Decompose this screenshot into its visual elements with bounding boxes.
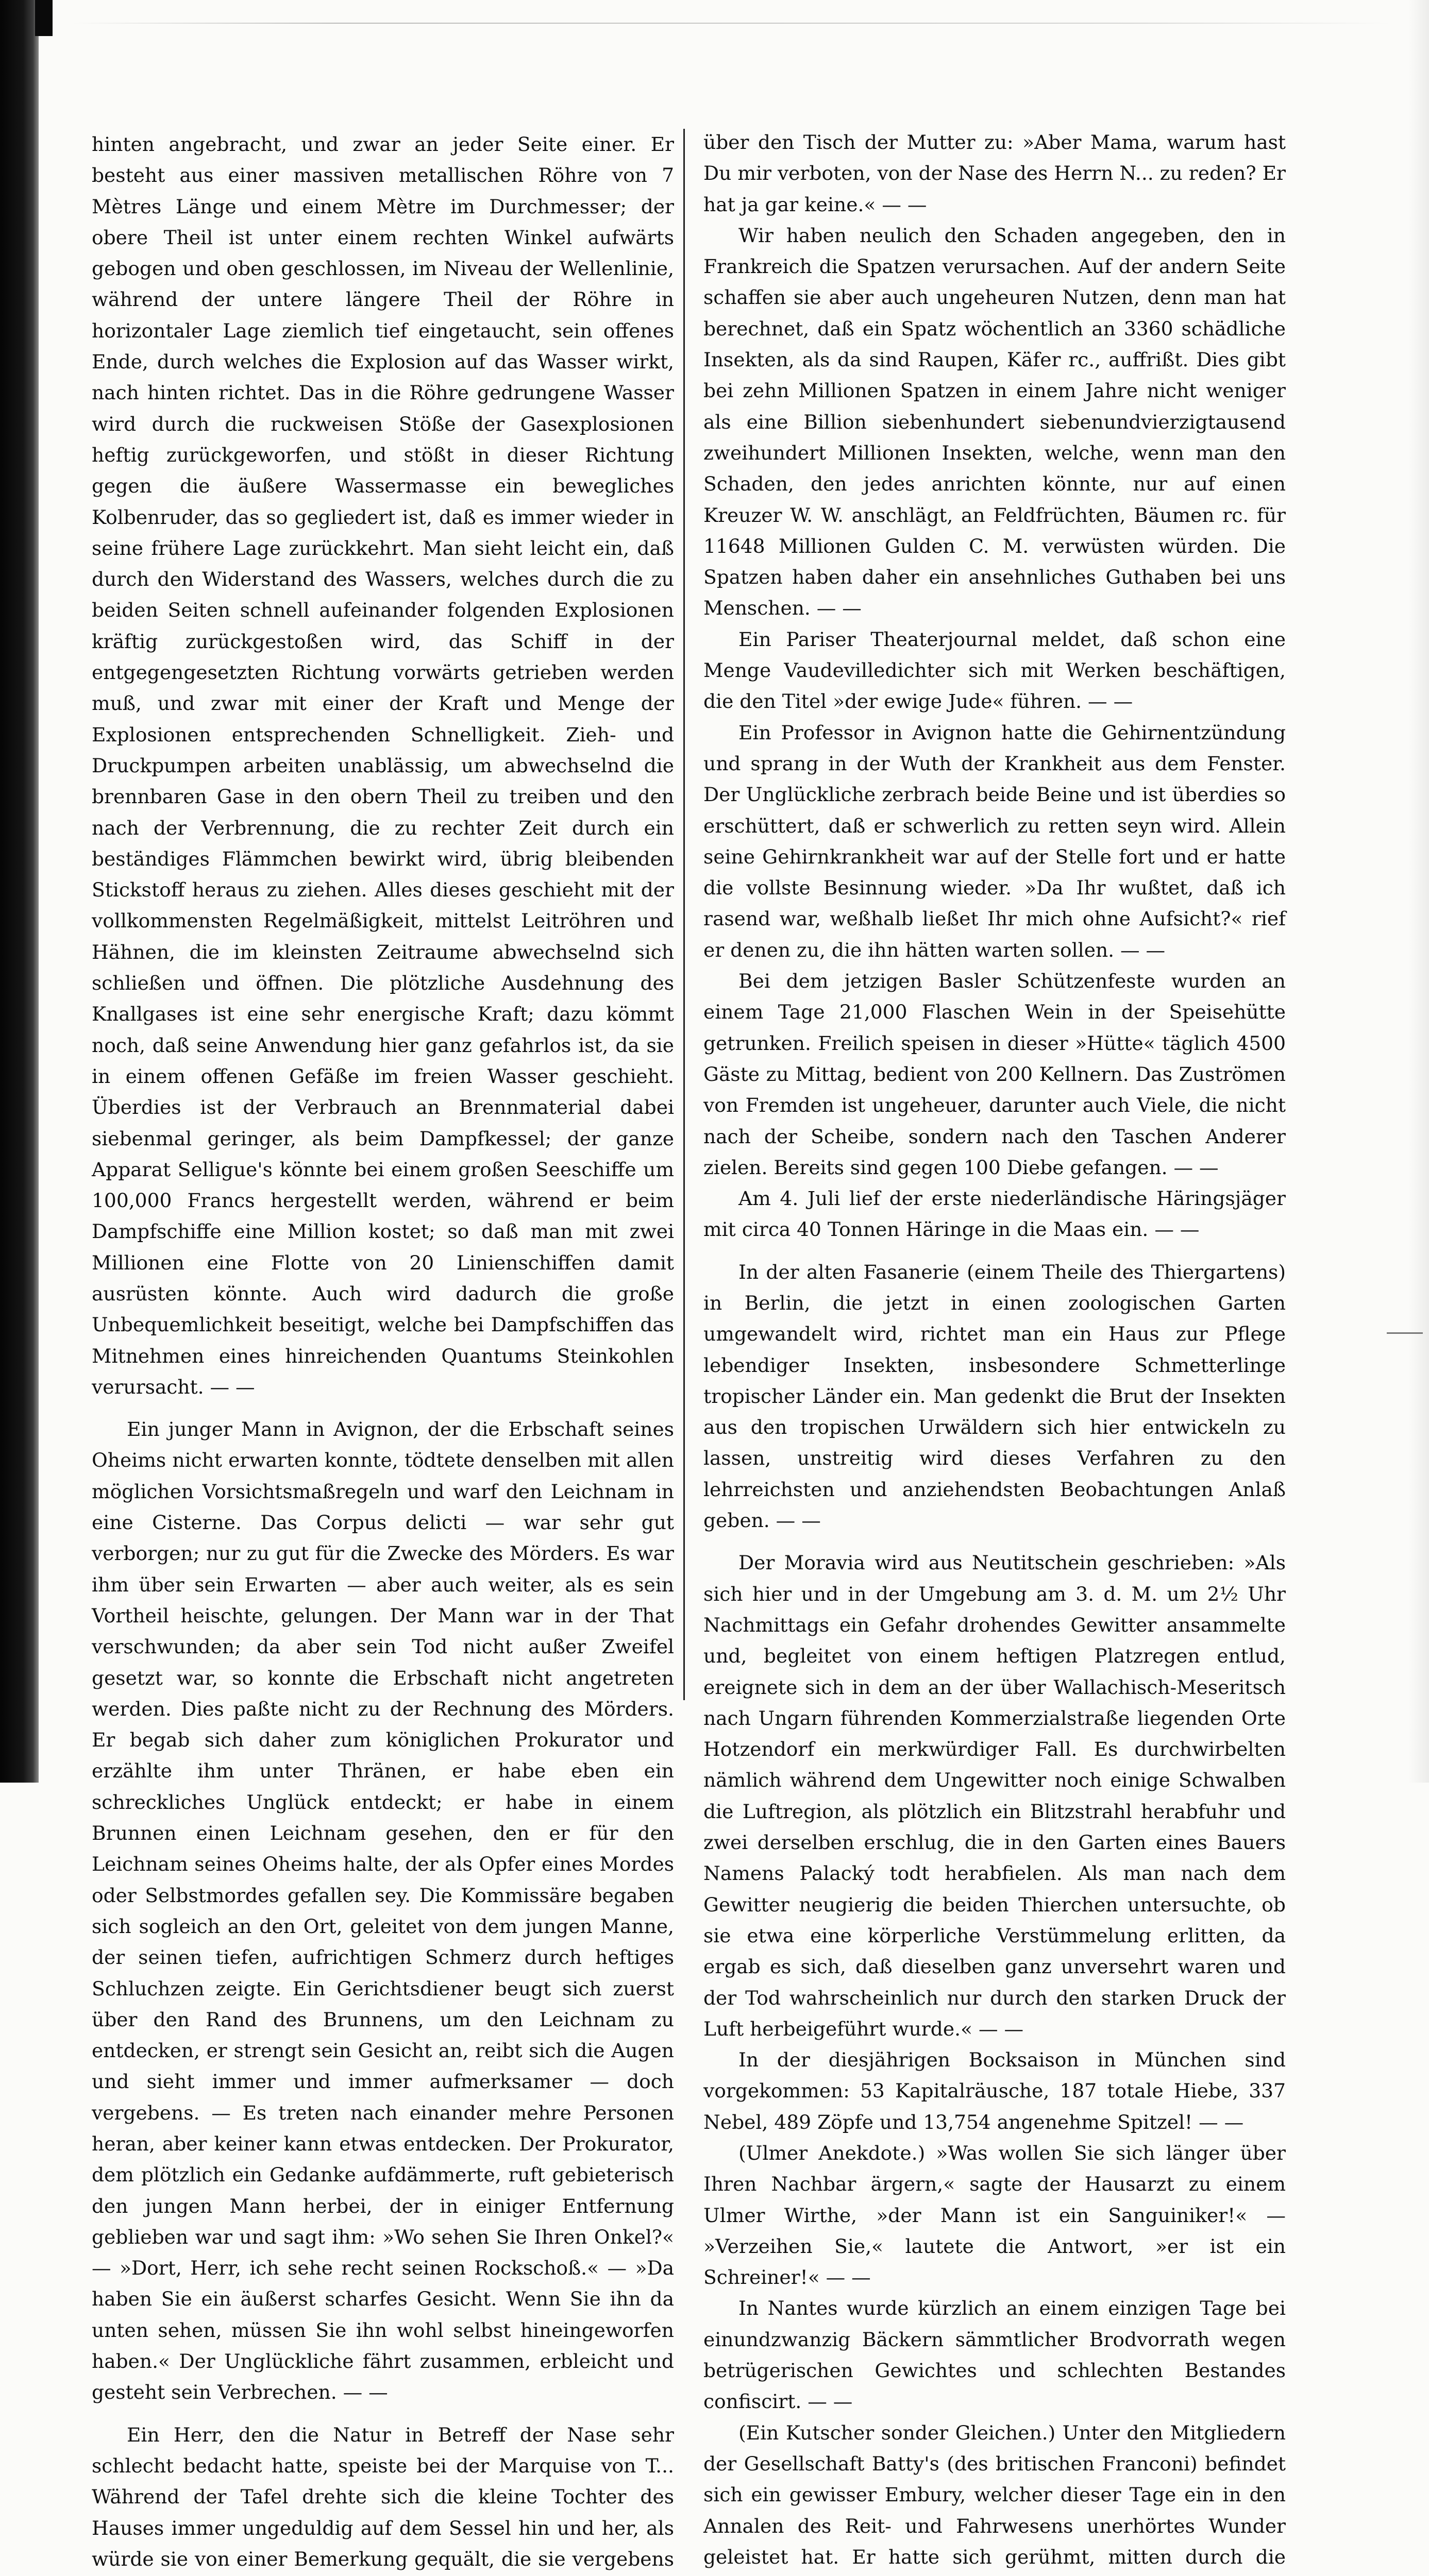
paragraph-sparrows: Wir haben neulich den Schaden angegeben, den in Frankreich die Spatzen verursachen. Auf der andern Seite schaffen sie aber auch ungeheuren Nutzen, denn man hat berechnet, daß ein Spatz wöchentlich an 3360 schädliche Insekten, als da sind Raupen, Käfer rc., auffrißt. Dies gibt bei zehn Millionen Spatzen in einem Jahre nicht weniger als eine Billion siebenhundert siebenundvierzigtausend zweihundert Millionen Insekten, welche, wenn man den Schaden, den jedes anrichten könnte, nur auf einen Kreuzer W. W. anschlägt, an Feldfrüchten, Bäumen rc. für 11648 Millionen Gulden C. M. verwüsten würden. Die Spatzen haben daher ein ansehnliches Guthaben bei uns Menschen. — — bbox=[703, 224, 1286, 620]
page-top-edge bbox=[72, 23, 1391, 24]
margin-mark bbox=[1387, 1332, 1423, 1334]
paragraph-berlin-insect-house: In der alten Fasanerie (einem Theile des Thiergartens) in Berlin, die jetzt in einen zoologischen Garten umgewandelt wird, richtet man ein Haus zur Pflege lebendiger Insekten, insbesondere Schmetterlinge tropischer Länder ein. Man gedenkt die Brut der Insekten aus den tropischen Urwäldern sich hier entwickeln zu lassen, unstreitig wird dieses Verfahren zu den lehrreichsten und anziehendsten Beobachtungen Anlaß geben. — — bbox=[703, 1260, 1286, 1532]
paragraph-coachman: (Ein Kutscher sonder Gleichen.) Unter den Mitgliedern der Gesellschaft Batty's (des britischen Franconi) befindet sich ein gewisser Embury, welcher dieser Tage ein in den Annalen des Reit- und Fahrwesens unerhörtes Wunder geleistet hat. Er hatte sich gerühmt, mitten durch die bbox=[703, 2421, 1286, 2568]
column-divider bbox=[683, 129, 685, 1700]
paragraph-herring-boat: Am 4. Juli lief der erste niederländische Häringsjäger mit circa 40 Tonnen Häringe in die Maas ein. — — bbox=[703, 1187, 1286, 1241]
paragraph-munich-bock-season: In der diesjährigen Bocksaison in München sind vorgekommen: 53 Kapitalräusche, 187 totale Hiebe, 337 Nebel, 489 Zöpfe und 13,754 angenehme Spitzel! — — bbox=[703, 2048, 1286, 2133]
right-column bbox=[703, 127, 1286, 2568]
paragraph-explosion-engine: hinten angebracht, und zwar an jeder Seite einer. Er besteht aus einer massiven metallischen Röhre von 7 Mètres Länge und einem Mètre im Durchmesser; der obere Theil ist unter einem rechten Winkel aufwärts gebogen und oben geschlossen, im Niveau der Wellenlinie, während der untere längere Theil der Röhre in horizontaler Lage ziemlich tief eingetaucht, sein offenes Ende, durch welches die Explosion auf das Wasser wirkt, nach hinten richtet. Das in die Röhre gedrungene Wasser wird durch die ruckweisen Stöße der Gasexplosionen heftig zurückgeworfen, und stößt in dieser Richtung gegen die äußere Wassermasse ein bewegliches Kolbenruder, das so gegliedert ist, daß es immer wieder in seine frühere Lage zurückkehrt. Man sieht leicht ein, daß durch den Widerstand des Wassers, welches durch die zu beiden Seiten schnell aufeinander folgenden Explosionen kräftig zurückgestoßen wird, das Schiff in der entgegengesetzten Richtung vorwärts getrieben werden muß, und zwar mit einer der Kraft und Menge der Explosionen entsprechenden Schnelligkeit. Zieh- und Druckpumpen arbeiten unablässig, um abwechselnd die brennbaren Gase in den obern Theil zu treiben und den nach der Verbrennung, die zu rechter Zeit durch ein beständiges Flämmchen bewirkt wird, übrig bleibenden Stickstoff heraus zu ziehen. Alles dieses geschieht mit der vollkommensten Regelmäßigkeit, mittelst Leitröhren und Hähnen, die im kleinsten Zeitraume abwechselnd sich schließen und öffnen. Die plötzliche Ausdehnung des Knallgases ist eine sehr energische Kraft; dazu kömmt noch, daß seine Anwendung hier ganz gefahrlos ist, da sie in einem offenen Gefäße im freien Wasser geschieht. Überdies ist der Verbrauch an Brennmaterial dabei siebenmal geringer, als beim Dampfkessel; der ganze Apparat Selligue's könnte bei einem großen Seeschiffe um 100,000 Francs hergestellt werden, während er beim Dampfschiffe eine Million kostet; so daß man mit zwei Millionen eine Flotte von 20 Linienschiffen damit ausrüsten könnte. Auch wird dadurch die große Unbequemlichkeit beseitigt, welche bei Dampfschiffen das Mitnehmen eines hinreichenden Quantums Steinkohlen verursacht. — — bbox=[92, 133, 674, 1398]
paragraph-nose-anecdote-continued: über den Tisch der Mutter zu: »Aber Mama, warum hast Du mir verboten, von der Nase des Herrn N... zu reden? Er hat ja gar keine.« — — bbox=[703, 131, 1286, 216]
paragraph-avignon-professor: Ein Professor in Avignon hatte die Gehirnentzündung und sprang in der Wuth der Krankheit aus dem Fenster. Der Unglückliche zerbrach beide Beine und ist überdies so erschüttert, daß er schwerlich zu retten seyn wird. Allein seine Gehirnkrankheit war auf der Stelle fort und er hatte die vollste Besinnung wieder. »Da Ihr wußtet, daß ich rasend war, weßhalb ließet Ihr mich ohne Aufsicht?« rief er denen zu, die ihn hätten warten sollen. — — bbox=[703, 721, 1286, 961]
page-right-shadow bbox=[1408, 0, 1429, 1783]
paragraph-avignon-murder: Ein junger Mann in Avignon, der die Erbschaft seines Oheims nicht erwarten konnte, tödtete denselben mit allen möglichen Vorsichtsmaßregeln und warf den Leichnam in eine Cisterne. Das Corpus delicti — war sehr gut verborgen; nur zu gut für die Zwecke des Mörders. Es war ihm über sein Erwarten — aber auch weiter, als es sein Vortheil heischte, gelungen. Der Mann war in der That verschwunden; da aber sein Tod nicht außer Zweifel gesetzt war, so konnte die Erbschaft nicht angetreten werden. Dies paßte nicht zu der Rechnung des Mörders. Er begab sich daher zum königlichen Prokurator und erzählte ihm unter Thränen, er habe eben ein schreckliches Unglück entdeckt; er habe in einem Brunnen einen Leichnam gesehen, den er für den Leichnam seines Oheims halte, der als Opfer eines Mordes oder Selbstmordes gefallen sey. Die Kommissäre begaben sich sogleich an den Ort, geleitet von dem jungen Manne, der seinen tiefen, aufrichtigen Schmerz durch heftiges Schluchzen zeigte. Ein Gerichtsdiener beugt sich zuerst über den Rand des Brunnens, um den Leichnam zu entdecken, er strengt sein Gesicht an, reibt sich die Augen und sieht immer und immer aufmerksamer — doch vergebens. — Es treten nach einander mehre Personen heran, aber keiner kann etwas entdecken. Der Prokurator, dem plötzlich ein Gedanke aufdämmerte, ruft gebieterisch den jungen Mann herbei, der in einiger Entfernung geblieben war und sagt ihm: »Wo sehen Sie Ihren Onkel?« — »Dort, Herr, ich sehe recht seinen Rockschoß.« — »Da haben Sie ein äußerst scharfes Gesicht. Wenn Sie ihn da unten sehen, müssen Sie ihn wohl selbst hineingeworfen haben.« Der Unglückliche fährt zusammen, erbleicht und gesteht sein Verbrechen. — — bbox=[92, 1418, 674, 2404]
book-binding-edge bbox=[0, 0, 39, 1783]
paragraph-moravia-lightning: Der Moravia wird aus Neutitschein geschrieben: »Als sich hier und in der Umgebung am 3. d. M. um 2½ Uhr Nachmittags ein Gefahr drohendes Gewitter ansammelte und, begleitet von einem heftigen Platzregen entlud, ereignete sich in dem an der über Wallachisch-Meseritsch nach Ungarn führenden Kommerzialstraße liegenden Orte Hotzendorf ein merkwürdiger Fall. Es durchwirbelten nämlich während dem Ungewitter noch einige Schwalben die Luftregion, als plötzlich ein Blitzstrahl herabfuhr und zwei derselben erschlug, die in den Garten eines Bauers Namens Palacký todt herabfielen. Als man nach dem Gewitter neugierig die beiden Thierchen untersuchte, ob sie etwa eine körperliche Verstümmelung erlitten, da ergab es sich, daß dieselben ganz unversehrt waren und der Tod wahrscheinlich nur durch den starken Druck der Luft herbeigeführt wurde.« — — bbox=[703, 1551, 1286, 2040]
paragraph-paris-theatre: Ein Pariser Theaterjournal meldet, daß schon eine Menge Vaudevilledichter sich mit Werken beschäftigen, die den Titel »der ewige Jude« führen. — — bbox=[703, 628, 1286, 713]
paragraph-ulm-anecdote: (Ulmer Anekdote.) »Was wollen Sie sich länger über Ihren Nachbar ärgern,« sagte der Hausarzt zu einem Ulmer Wirthe, »der Mann ist ein Sanguiniker!« — »Verzeihen Sie,« lautete die Antwort, »er ist ein Schreiner!« — — bbox=[703, 2142, 1286, 2289]
paragraph-nose-anecdote: Ein Herr, den die Natur in Betreff der Nase sehr schlecht bedacht hatte, speiste bei der Marquise von T... Während der Tafel drehte sich die kleine Tochter des Hauses immer ungeduldig auf dem Sessel hin und her, als würde sie von einer Bemerkung gequält, die sie vergebens bbox=[92, 2423, 674, 2570]
left-column bbox=[92, 129, 674, 2570]
paragraph-basel-shooting-festival: Bei dem jetzigen Basler Schützenfeste wurden an einem Tage 21,000 Flaschen Wein in der Speisehütte getrunken. Freilich speisen in dieser »Hütte« täglich 4500 Gäste zu Mittag, bedient von 200 Kellnern. Das Zuströmen von Fremden ist ungeheuer, darunter auch Viele, die nicht nach der Scheibe, sondern nach den Taschen Anderer zielen. Bereits sind gegen 100 Diebe gefangen. — — bbox=[703, 970, 1286, 1179]
paragraph-nantes-bakers: In Nantes wurde kürzlich an einem einzigen Tage bei einundzwanzig Bäckern sämmtlicher Brodvorrath wegen betrügerischen Gewichtes und schlechten Bestandes confiscirt. — — bbox=[703, 2297, 1286, 2413]
binding-shadow-mark bbox=[35, 0, 53, 36]
